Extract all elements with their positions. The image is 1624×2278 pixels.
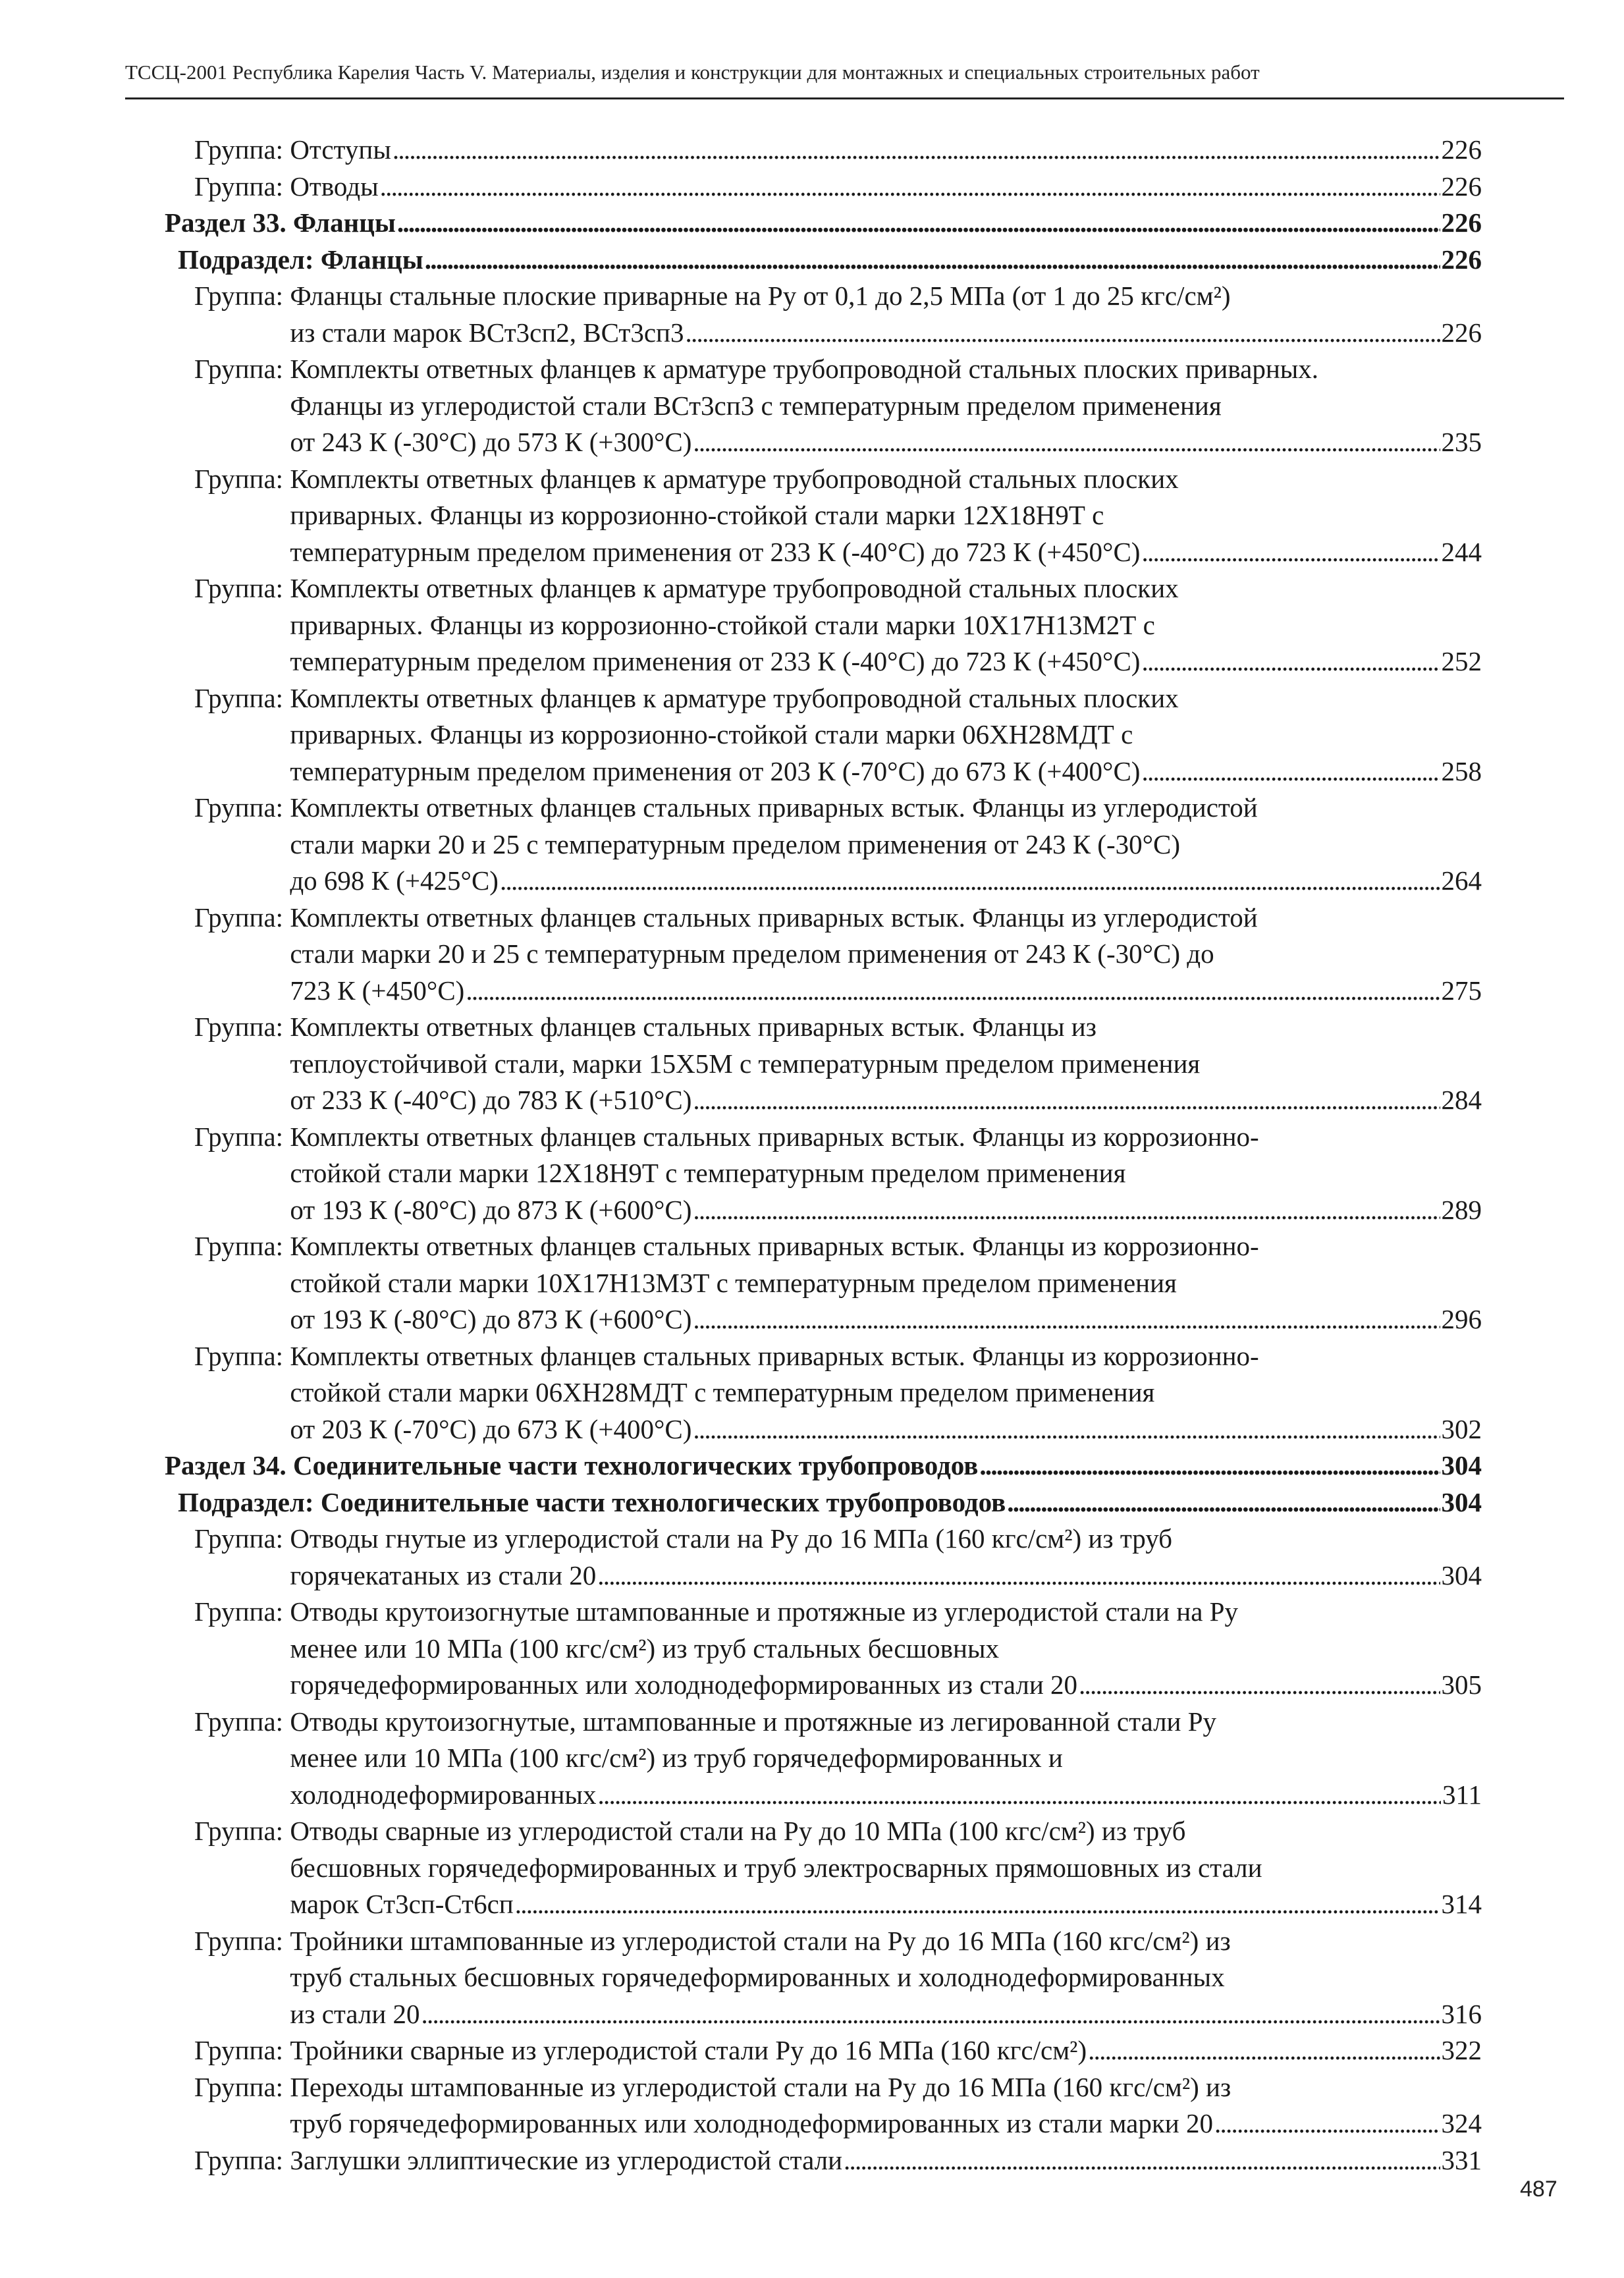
dot-leader: [1141, 534, 1440, 571]
entry-title: Раздел 33. Фланцы: [165, 207, 396, 238]
dot-leader: [693, 1301, 1440, 1338]
toc-subsection-entry: [165, 242, 1482, 279]
dot-leader: [693, 1192, 1440, 1229]
toc-group-entry: [165, 570, 1482, 680]
dot-leader: [1141, 753, 1440, 790]
entry-text-line: приварных. Фланцы из коррозионно-стойкой стали марки 12Х18Н9Т с: [290, 500, 1104, 530]
entry-title: Раздел 34. Соединительные части технологических трубопроводов: [165, 1450, 979, 1480]
entry-text-line: Комплекты ответных фланцев стальных приварных встык. Фланцы из углеродистой: [290, 902, 1258, 933]
entry-text-line: стойкой стали марки 12Х18Н9Т с температурным пределом применения: [290, 1158, 1126, 1188]
entry-text-line: Комплекты ответных фланцев стальных приварных встык. Фланцы из коррозионно-: [290, 1340, 1259, 1371]
toc-group-entry: [165, 351, 1482, 461]
entry-page-number: 258: [1441, 755, 1482, 786]
entry-page-number: 311: [1442, 1779, 1482, 1810]
entry-page-number: 226: [1441, 207, 1482, 238]
toc-group-entry: [165, 1119, 1482, 1229]
toc-group-entry: [165, 900, 1482, 1010]
entry-title: температурным пределом применения от 203 К (-70°С) до 673 К (+400°С): [290, 755, 1141, 786]
entry-title: Отводы: [290, 171, 379, 202]
entry-title: Подраздел: Соединительные части технологических трубопроводов: [178, 1486, 1006, 1517]
entry-page-number: 304: [1441, 1486, 1482, 1517]
dot-leader: [392, 132, 1440, 169]
entry-text-line: Отводы крутоизогнутые штампованные и протяжные из углеродистой стали на Ру: [290, 1596, 1238, 1627]
entry-text-line: Комплекты ответных фланцев к арматуре трубопроводной стальных плоских: [290, 463, 1179, 494]
toc-group-entry: [165, 2032, 1482, 2069]
entry-title: температурным пределом применения от 233 К (-40°С) до 723 К (+450°С): [290, 646, 1141, 676]
dot-leader: [693, 1082, 1440, 1119]
entry-text-line: приварных. Фланцы из коррозионно-стойкой стали марки 10Х17Н13М2Т с: [290, 609, 1155, 640]
entry-label: Группа:: [194, 1121, 290, 1152]
entry-label: Группа:: [194, 134, 290, 165]
entry-label: Группа:: [194, 2071, 290, 2102]
toc-group-entry: [165, 169, 1482, 205]
entry-label: Группа:: [194, 1523, 290, 1554]
entry-page-number: 284: [1441, 1085, 1482, 1115]
entry-title: Подраздел: Фланцы: [178, 244, 423, 275]
dot-leader: [500, 863, 1440, 900]
entry-title: холоднодеформированных: [290, 1779, 597, 1810]
entry-title: от 193 К (-80°С) до 873 К (+600°С): [290, 1304, 692, 1334]
entry-text-line: Комплекты ответных фланцев стальных приварных встык. Фланцы из коррозионно-: [290, 1121, 1259, 1152]
entry-label: Группа:: [194, 573, 290, 603]
entry-title: температурным пределом применения от 233 К (-40°С) до 723 К (+450°С): [290, 536, 1141, 567]
entry-text-line: приварных. Фланцы из коррозионно-стойкой стали марки 06ХН28МДТ с: [290, 719, 1133, 749]
entry-page-number: 275: [1441, 975, 1482, 1006]
entry-page-number: 296: [1441, 1304, 1482, 1334]
toc-group-entry: [165, 2142, 1482, 2179]
entry-title: из стали 20: [290, 1998, 420, 2029]
entry-page-number: 252: [1441, 646, 1482, 676]
toc-group-entry: [165, 1338, 1482, 1448]
entry-page-number: 264: [1441, 865, 1482, 896]
entry-title: горячекатаных из стали 20: [290, 1559, 597, 1590]
entry-page-number: 314: [1441, 1889, 1482, 1919]
toc-group-entry: [165, 461, 1482, 571]
entry-title: из стали марок ВСт3сп2, ВСт3сп3: [290, 317, 684, 348]
entry-text-line: стойкой стали марки 06ХН28МДТ с температурным пределом применения: [290, 1377, 1155, 1407]
page-number: 487: [1520, 2177, 1557, 2202]
entry-label: Группа:: [194, 1816, 290, 1846]
entry-label: Группа:: [194, 902, 290, 933]
entry-label: Группа:: [194, 1596, 290, 1627]
dot-leader: [1007, 1484, 1440, 1521]
entry-label: Группа:: [194, 792, 290, 823]
entry-label: Группа:: [194, 1012, 290, 1042]
toc-group-entry: [165, 1923, 1482, 2033]
entry-text-line: Фланцы из углеродистой стали ВСт3сп3 с температурным пределом применения: [290, 390, 1222, 421]
entry-page-number: 235: [1441, 427, 1482, 457]
entry-title: 723 К (+450°С): [290, 975, 465, 1006]
entry-text-line: Отводы крутоизогнутые, штампованные и протяжные из легированной стали Ру: [290, 1706, 1217, 1737]
toc-group-entry: [165, 1009, 1482, 1119]
entry-text-line: менее или 10 МПа (100 кгс/см²) из труб стальных бесшовных: [290, 1633, 1000, 1664]
toc-group-entry: [165, 1594, 1482, 1704]
entry-page-number: 316: [1441, 1998, 1482, 2029]
toc-group-entry: [165, 1813, 1482, 1923]
toc-group-entry: [165, 1704, 1482, 1814]
entry-page-number: 226: [1441, 171, 1482, 202]
entry-text-line: бесшовных горячедеформированных и труб электросварных прямошовных из стали: [290, 1852, 1262, 1883]
dot-leader: [685, 315, 1440, 352]
entry-text-line: менее или 10 МПа (100 кгс/см²) из труб горячедеформированных и: [290, 1743, 1063, 1773]
toc-section-entry: [165, 1448, 1482, 1484]
toc-group-entry: [165, 1521, 1482, 1594]
toc-group-entry: [165, 2069, 1482, 2142]
entry-title: от 233 К (-40°С) до 783 К (+510°С): [290, 1085, 692, 1115]
entry-title: до 698 К (+425°С): [290, 865, 499, 896]
toc-subsection-entry: [165, 1484, 1482, 1521]
entry-page-number: 304: [1441, 1559, 1482, 1590]
entry-text-line: теплоустойчивой стали, марки 15Х5М с температурным пределом применения: [290, 1048, 1201, 1079]
entry-label: Группа:: [194, 171, 290, 202]
entry-title: от 243 К (-30°С) до 573 К (+300°С): [290, 427, 692, 457]
entry-text-line: Тройники штампованные из углеродистой стали на Ру до 16 МПа (160 кгс/см²) из: [290, 1925, 1231, 1956]
entry-label: Группа:: [194, 2144, 290, 2175]
header-divider: [125, 97, 1564, 99]
entry-title: Заглушки эллиптические из углеродистой стали: [290, 2144, 843, 2175]
entry-text-line: Комплекты ответных фланцев стальных приварных встык. Фланцы из: [290, 1012, 1096, 1042]
entry-title: марок Ст3сп-Ст6сп: [290, 1889, 514, 1919]
entry-text-line: стали марки 20 и 25 с температурным пределом применения от 243 К (-30°С): [290, 828, 1181, 859]
entry-label: Группа:: [194, 1706, 290, 1737]
entry-label: Группа:: [194, 1231, 290, 1261]
dot-leader: [979, 1448, 1440, 1484]
entry-text-line: труб стальных бесшовных горячедеформированных и холоднодеформированных: [290, 1962, 1225, 1992]
entry-title: от 203 К (-70°С) до 673 К (+400°С): [290, 1413, 692, 1444]
entry-text-line: Переходы штампованные из углеродистой стали на Ру до 16 МПа (160 кгс/см²) из: [290, 2071, 1232, 2102]
dot-leader: [1079, 1667, 1440, 1704]
dot-leader: [380, 169, 1440, 205]
entry-title: Отступы: [290, 134, 391, 165]
entry-text-line: Комплекты ответных фланцев к арматуре трубопроводной стальных плоских приварных.: [290, 354, 1319, 384]
dot-leader: [844, 2142, 1440, 2179]
toc-group-entry: [165, 680, 1482, 790]
entry-page-number: 304: [1441, 1450, 1482, 1480]
dot-leader: [1088, 2032, 1440, 2069]
entry-page-number: 302: [1441, 1413, 1482, 1444]
entry-text-line: Отводы гнутые из углеродистой стали на Ру до 16 МПа (160 кгс/см²) из труб: [290, 1523, 1173, 1554]
dot-leader: [466, 973, 1440, 1010]
dot-leader: [597, 1777, 1441, 1814]
entry-page-number: 289: [1441, 1194, 1482, 1225]
entry-title: труб горячедеформированных или холоднодеформированных из стали марки 20: [290, 2108, 1213, 2138]
dot-leader: [1141, 643, 1440, 680]
dot-leader: [1214, 2105, 1440, 2142]
entry-text-line: Комплекты ответных фланцев к арматуре трубопроводной стальных плоских: [290, 682, 1179, 713]
entry-title: горячедеформированных или холоднодеформированных из стали 20: [290, 1669, 1078, 1700]
entry-page-number: 331: [1441, 2144, 1482, 2175]
table-of-contents: [165, 132, 1482, 2179]
entry-title: Тройники сварные из углеродистой стали Ру до 16 МПа (160 кгс/см²): [290, 2035, 1087, 2065]
entry-label: Группа:: [194, 1340, 290, 1371]
entry-page-number: 226: [1441, 134, 1482, 165]
entry-label: Группа:: [194, 354, 290, 384]
toc-group-entry: [165, 790, 1482, 900]
dot-leader: [597, 1558, 1440, 1594]
entry-text-line: Фланцы стальные плоские приварные на Ру от 0,1 до 2,5 МПа (от 1 до 25 кгс/см²): [290, 281, 1231, 311]
entry-title: от 193 К (-80°С) до 873 К (+600°С): [290, 1194, 692, 1225]
entry-text-line: Комплекты ответных фланцев к арматуре трубопроводной стальных плоских: [290, 573, 1179, 603]
entry-page-number: 226: [1441, 317, 1482, 348]
dot-leader: [397, 205, 1440, 242]
toc-group-entry: [165, 132, 1482, 169]
entry-text-line: Комплекты ответных фланцев стальных приварных встык. Фланцы из углеродистой: [290, 792, 1258, 823]
dot-leader: [693, 424, 1440, 461]
entry-label: Группа:: [194, 2035, 290, 2065]
entry-page-number: 305: [1441, 1669, 1482, 1700]
entry-page-number: 322: [1441, 2035, 1482, 2065]
entry-text-line: стали марки 20 и 25 с температурным пределом применения от 243 К (-30°С) до: [290, 938, 1214, 969]
toc-section-entry: [165, 205, 1482, 242]
entry-label: Группа:: [194, 463, 290, 494]
entry-page-number: 226: [1441, 244, 1482, 275]
entry-text-line: стойкой стали марки 10Х17Н13М3Т с температурным пределом применения: [290, 1267, 1177, 1298]
entry-text-line: Комплекты ответных фланцев стальных приварных встык. Фланцы из коррозионно-: [290, 1231, 1259, 1261]
entry-text-line: Отводы сварные из углеродистой стали на Ру до 10 МПа (100 кгс/см²) из труб: [290, 1816, 1186, 1846]
dot-leader: [421, 1996, 1440, 2033]
entry-page-number: 244: [1441, 536, 1482, 567]
running-header: ТССЦ-2001 Республика Карелия Часть V. Материалы, изделия и конструкции для монтажных и специальных строительных работ: [125, 61, 1260, 84]
entry-label: Группа:: [194, 682, 290, 713]
dot-leader: [515, 1886, 1440, 1923]
entry-label: Группа:: [194, 281, 290, 311]
dot-leader: [693, 1411, 1440, 1448]
dot-leader: [425, 242, 1440, 279]
entry-label: Группа:: [194, 1925, 290, 1956]
toc-group-entry: [165, 278, 1482, 351]
entry-page-number: 324: [1441, 2108, 1482, 2138]
toc-group-entry: [165, 1228, 1482, 1338]
